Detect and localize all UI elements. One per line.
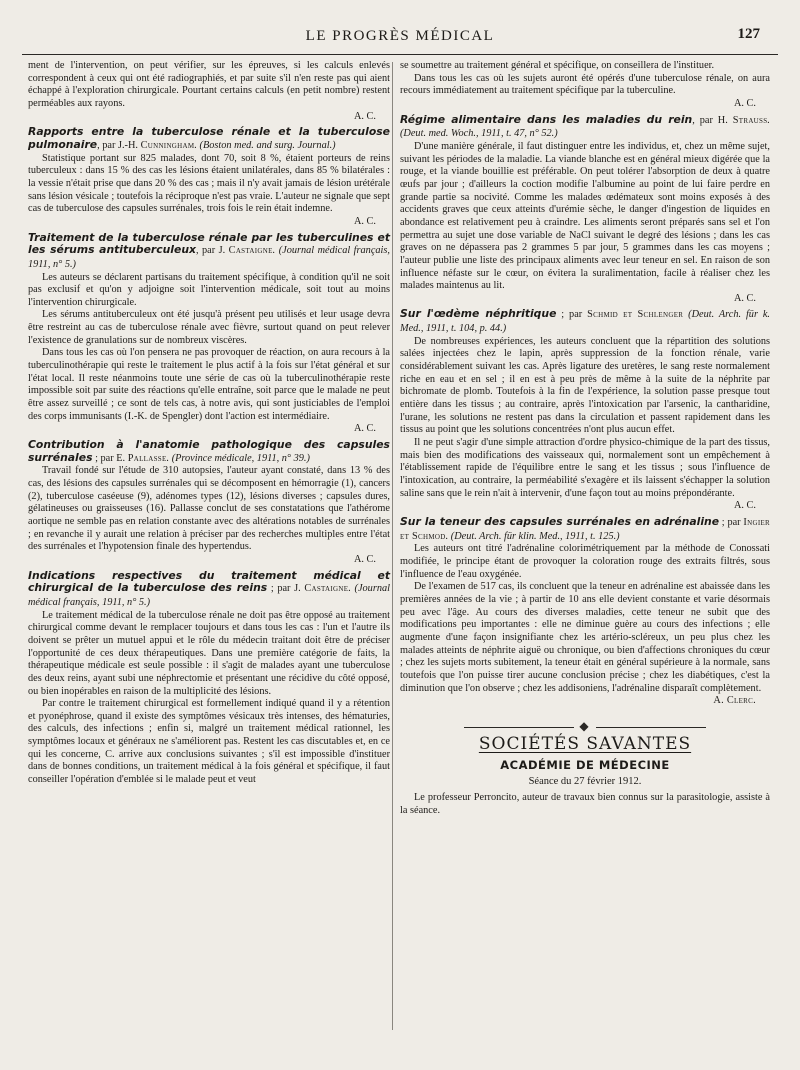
- article-paragraph: Le traitement médical de la tuberculose rénale ne doit pas être opposé au traitement chirurgical comme devant le remplacer toujours et dans tous les cas : l'un et l'autre ils doivent se prêter un mutuel appui et le rôle du médecin traitant doit être de préciser l'opportunité de ces deux thérapeutiques. Dans une première catégorie de faits, la thérapeutique médicale est seule possible : il s'agit de malades ayant une tuberculose des deux reins, ayant subi une néphrectomie et présentant une récidive du côté opposé, ou bien inopérables en raison de la multiplicité des lésions.: [28, 609, 390, 697]
- article-signature: A. C.: [733, 292, 756, 304]
- article-source: . (Journal médical français, 1911, n° 5.): [28, 583, 390, 608]
- article-paragraph: Les auteurs se déclarent partisans du traitement spécifique, à condition qu'il ne soit pas exclusif et qu'on y adjoigne soit l'intervention médicale, soit tout au moins l'intervention chirurgicale.: [28, 271, 390, 308]
- article-heading: Contribution à l'anatomie pathologique des capsules surrénales ; par E. Pallasse. (Province médicale, 1911, n° 39.): [28, 438, 390, 464]
- article-paragraph: D'une manière générale, il faut distinguer entre les individus, et, chez un même sujet, suivant les périodes de la maladie. La viande blanche est en général mieux digérée que la rouge, et la viande bouillie est préférable. On peut tolérer l'absorption de deux à quatre œufs par jour ; d'ailleurs la coction modifie l'albumine au point de lui faire perdre en grande partie sa nocivité. Comme les malades œdémateux sont moins exposés à des accidents graves que ceux atteints d'urémie sèche, le danger d'ingestion de liquides en abondance est relativement peu à craindre. Les aliments seront préparés sans sel et l'on permettra au sujet une dose variable de NaCl suivant le degré des lésions ; dans les cas graves on ne dépassera pas 2 grammes 5 par jour, 5 grammes dans les cas moyens ; l'auteur publie une liste des principaux aliments avec leur teneur en sel. En raison de son influence néfaste sur le cœur, on évitera la suralimentation, facile à réaliser chez les malades maintenus au lit.: [400, 140, 770, 292]
- article-paragraph: Les auteurs ont titré l'adrénaline colorimétriquement par la méthode de Conossati modifiée, le principe étant de provoquer la coloration rouge des extraits filtrés, sous l'influence de l'eau oxygénée.: [400, 543, 770, 580]
- article-source: . (Deut. med. Woch., 1911, t. 47, n° 52.): [400, 114, 770, 140]
- article-paragraph: Il ne peut s'agir d'une simple attraction d'ordre physico-chimique de la part des tissus, mais bien des modifications des vaisseaux qui, normalement sont un empêchement à l'établissement rapide de l'équilibre entre le sang et les tissus ; sous l'influence de l'intoxication, au contraire, la perméabilité s'exagère et ils laissent s'échapper la solution saline sans que le rein n'ait à intervenir, d'une façon tout au moins prépondérante.: [400, 437, 770, 499]
- article-heading: Traitement de la tuberculose rénale par les tuberculines et les sérums antituberculeux, par J. Castaigne. (Journal médical français, 1911, n° 5.): [28, 230, 390, 270]
- header-rule: [22, 54, 778, 55]
- article-heading: Indications respectives du traitement médical et chirurgical de la tuberculose des reins ; par J. Castaigne. (Journal médical français, 1911, n° 5.): [28, 568, 390, 608]
- session-date: Séance du 27 février 1912.: [528, 775, 642, 787]
- article-source: . (Boston med. and surg. Journal.): [194, 139, 336, 151]
- article-author: Strauss: [732, 114, 768, 126]
- article-signature: A. C.: [353, 553, 376, 565]
- article-title: Sur l'œdème néphritique: [400, 307, 557, 321]
- article-paragraph: Par contre le traitement chirurgical est formellement indiqué quand il y a rétention et pyonéphrose, quand il existe des symptômes vésicaux très intenses, des hématuries, des calculs, des infections ; enfin si, malgré un traitement médical rationnel, les symptômes locaux et généraux ne s'améliorent pas. Restent les cas discutables et, en ce qui les concerne, C. arrive aux conclusions suivantes ; s'il est impossible d'instituer dans de bonnes conditions, un traitement médical à la fois général et spécifique, il faut conseiller l'opération d'emblée si le malade peut et veut: [28, 698, 390, 786]
- article-title: Traitement de la tuberculose rénale par les tuberculines et les sérums antituberculeux: [28, 230, 390, 257]
- society-name: ACADÉMIE DE MÉDECINE: [500, 758, 670, 773]
- article-title: Indications respectives du traitement médical et chirurgical de la tuberculose des reins: [28, 568, 390, 595]
- column-divider: [392, 62, 393, 1030]
- continued-paragraph: ment de l'intervention, on peut vérifier, sur les épreuves, si les calculs enlevés correspondent à ceux qui ont été radiographiés, et par suite s'il n'en reste pas qui aient échappé à l'exploration chirurgicale. Pourtant certains calculs (en petit nombre) restent perméables aux rayons.: [28, 60, 390, 109]
- right-column: [400, 60, 770, 818]
- article-author: Ingier et Schmod: [400, 516, 770, 542]
- article-signature: A. C.: [353, 423, 376, 435]
- article-paragraph: Dans tous les cas où les sujets auront été opérés d'une tuberculose rénale, on aura recours immédiatement au traitement spécifique par la tuberculine.: [400, 72, 770, 97]
- article-heading: Rapports entre la tuberculose rénale et la tuberculose pulmonaire, par J.-H. Cunningham. (Boston med. and surg. Journal.): [28, 125, 390, 151]
- article-signature: A. Clerc.: [713, 695, 756, 707]
- article-paragraph: Travail fondé sur l'étude de 310 autopsies, l'auteur ayant constaté, dans 13 % des cas, des lésions des capsules surrénales qui se décomposent en hémorragie (1), cancers (2), tuberculose caséeuse (9), adénomes types (12), lésions diverses ; capsules dures, gélatineuses ou graisseuses (16). Pallasse conclut de ses constatations que l'athérome aortique ne semble pas en relation constante avec des altérations notables de surrénales ; en revanche il y aurait une relation à préciser par des recherches multiples entre l'état des surrénales et l'hypotension finale des hypertendus.: [28, 465, 390, 553]
- article-paragraph: Les sérums antituberculeux ont été jusqu'à présent peu utilisés et leur usage devra être restreint au cas de tuberculose rénale avec fièvre, surtout quand on peut relever l'existence de granulations sur de nombreux viscères.: [28, 309, 390, 346]
- article-author: Pallasse: [127, 452, 167, 464]
- article-heading: Régime alimentaire dans les maladies du rein, par H. Strauss. (Deut. med. Woch., 1911, t. 47, n° 52.): [400, 112, 770, 140]
- article-paragraph: Dans tous les cas où l'on pensera ne pas provoquer de réaction, on aura recours à la tuberculinothérapie qui reste le traitement le plus actif à la fois sur l'état général et sur l'état local. Il reste néanmoins toute une série de cas où la tuberculinothérapie reste impossible soit par suite des réactions qu'elle entraîne, soit parce que le malade ne peut être assez surveillé ; ce sont de tels cas, à notre avis, qui sont justiciables de l'emploi des corps immunisants (I.-K. de Spengler) dont l'action est intermédiaire.: [28, 347, 390, 422]
- journal-title: LE PROGRÈS MÉDICAL: [305, 28, 495, 44]
- article-author: Schmid et Schlenger: [587, 309, 684, 321]
- article-paragraph: De l'examen de 517 cas, ils concluent que la teneur en adrénaline est abaissée dans les premières années de la vie ; à partir de 10 ans elle devient constante et varie désormais peu avec l'âge. Au cours des diverses maladies, cette teneur ne subit que des modifications peu importantes : elle ne diminue guère au cours des infections ; elle augmente d'une façon insignifiante chez les artério-scléreux, un peu plus chez les malades atteints de néphrite aiguë ou chronique, ou bien d'affections chroniques du cœur ; chez les sujets morts subitement, la teneur était en général supérieure à la normale, sans toutefois que l'on puisse tirer aucune conclusion précise ; chez les diabétiques, c'est la diminution que l'on observe ; chez les addisoniens, l'adrénaline disparaît complètement.: [400, 581, 770, 694]
- article-heading: Sur l'œdème néphritique ; par Schmid et Schlenger (Deut. Arch. für k. Med., 1911, t. 104, p. 44.): [400, 307, 770, 335]
- article-title: Sur la teneur des capsules surrénales en adrénaline: [400, 514, 720, 528]
- article-paragraph: De nombreuses expériences, les auteurs concluent que la répartition des solutions salées injectées chez le lapin, après suppression de la fonction rénale, varie considérablement suivant les cas. Après ligature des uretères, le sang reste normalement riche en eau et en sel ; il en est à peu près de même à la suite de la néphrite par bichromate de plomb. Toutefois à la fin de l'expérience, la solution passe presque tout entière dans les tissus ; au contraire, après l'intoxication par l'arsenic, la cantharidine, l'urane, les solutions ne restent pas dans la circulation et passent rapidement dans les tissus au point que les solutions concentrées n'ont plus aucun effet.: [400, 335, 770, 436]
- article-signature: A. C.: [733, 500, 756, 512]
- section-title: SOCIÉTÉS SAVANTES: [478, 734, 692, 755]
- article-title: Rapports entre la tuberculose rénale et la tuberculose pulmonaire: [28, 125, 390, 151]
- article-title: Contribution à l'anatomie pathologique des capsules surrénales: [28, 438, 390, 464]
- article-paragraph: Le professeur Perroncito, auteur de travaux bien connus sur la parasitologie, assiste à la séance.: [400, 792, 770, 817]
- article-author: Cunningham: [140, 139, 195, 151]
- article-source: . (Deut. Arch. für klin. Med., 1911, t. 125.): [445, 530, 620, 542]
- article-signature: A. C.: [733, 97, 756, 109]
- page-number: 127: [737, 26, 760, 42]
- article-source: (Deut. Arch. für k. Med., 1911, t. 104, p. 44.): [400, 309, 770, 335]
- article-signature: A. C.: [353, 110, 376, 122]
- article-source: . (Province médicale, 1911, n° 39.): [166, 452, 310, 464]
- article-author: Castaigne: [304, 583, 349, 595]
- section-ornament: ◆: [400, 720, 770, 733]
- article-signature: A. C.: [353, 215, 376, 227]
- article-author: Castaigne: [228, 245, 273, 257]
- article-title: Régime alimentaire dans les maladies du rein: [400, 112, 693, 126]
- article-paragraph: Statistique portant sur 825 malades, dont 70, soit 8 %, étaient porteurs de reins tuberculeux : dans 15 % des cas les lésions étaient unilatérales, dans 85 % bilatérales : la vessie n'était prise que dans 20 % des cas ; mais il n'y avait jamais de lésion urétérale sans lésion vésicale ; toutefois la réciproque n'est pas vraie. L'auteur ne signale que sept cas de tuberculose des capsules surrénales, trois fois le rein était indemne.: [28, 152, 390, 215]
- article-heading: Sur la teneur des capsules surrénales en adrénaline ; par Ingier et Schmod. (Deut. Arch. für klin. Med., 1911, t. 125.): [400, 514, 770, 542]
- continued-paragraph: se soumettre au traitement général et spécifique, on conseillera de l'instituer.: [400, 60, 715, 71]
- article-source: . (Journal médical français, 1911, n° 5.): [28, 245, 390, 270]
- left-column: [28, 60, 390, 787]
